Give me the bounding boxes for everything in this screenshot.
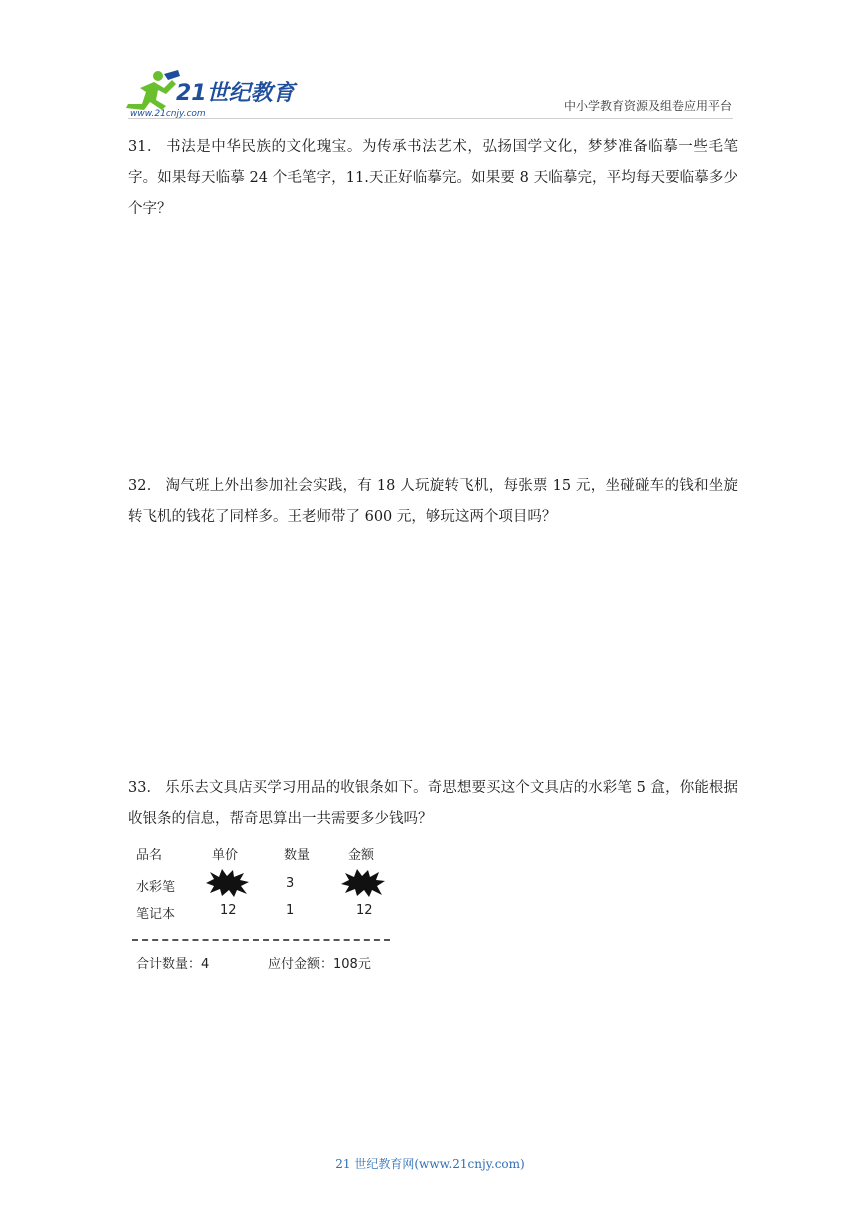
page-footer: 21 世纪教育网(www.21cnjy.com) [335,1157,525,1171]
ink-blot-icon [204,868,250,898]
header-site-slogan: 中小学教育资源及组卷应用平台 [563,99,732,113]
question-text: 书法是中华民族的文化瑰宝。为传承书法艺术，弘扬国学文化，梦梦准备临摹一些毛笔字。如果每天临摹 24 个毛笔字，11.天正好临摹完。如果要 8 天临摹完，平均每天要临摹多少个字？ [128,139,739,217]
question-text: 乐乐去文具店买学习用品的收银条如下。奇思想要买这个文具店的水彩笔 5 盒，你能根据收银条的信息，帮奇思算出一共需要多少钱吗？ [128,780,738,827]
question-number: 31． [128,139,163,155]
receipt-row-name: 笔记本 [136,907,176,922]
question-number: 32． [128,478,162,494]
receipt-header-qty: 数量 [284,848,311,863]
question-number: 33． [128,780,162,796]
question-text: 淘气班上外出参加社会实践，有 18 人玩旋转飞机，每张票 15 元，坐碰碰车的钱和坐旋转飞机的钱花了同样多。王老师带了 600 元，够玩这两个项目吗？ [128,478,738,525]
receipt-row-qty: 1 [286,903,295,918]
receipt-total-qty: 合计数量：4 [136,957,210,972]
receipt-image [132,840,394,975]
page-header [0,0,860,120]
question-33 [128,773,738,835]
header-divider [128,118,733,119]
question-32 [128,471,738,533]
logo [120,66,300,118]
receipt-header-name: 品名 [136,848,163,863]
receipt-header-amount: 金额 [348,848,375,863]
receipt-total-amount: 应付金额：108元 [268,957,371,972]
runner-logo-icon [120,66,300,118]
logo-url-text: www.21cnjy.com [130,109,206,118]
receipt-dashed-divider [132,939,390,941]
logo-main-text: 21世纪教育 [176,81,295,106]
ink-blot-icon [340,868,386,898]
receipt-row-price: 12 [220,903,237,918]
receipt-row-name: 水彩笔 [136,880,176,895]
receipt-row-amount: 12 [356,903,373,918]
receipt-row-qty: 3 [286,876,295,891]
receipt-header-price: 单价 [212,848,239,863]
question-31 [128,132,738,225]
